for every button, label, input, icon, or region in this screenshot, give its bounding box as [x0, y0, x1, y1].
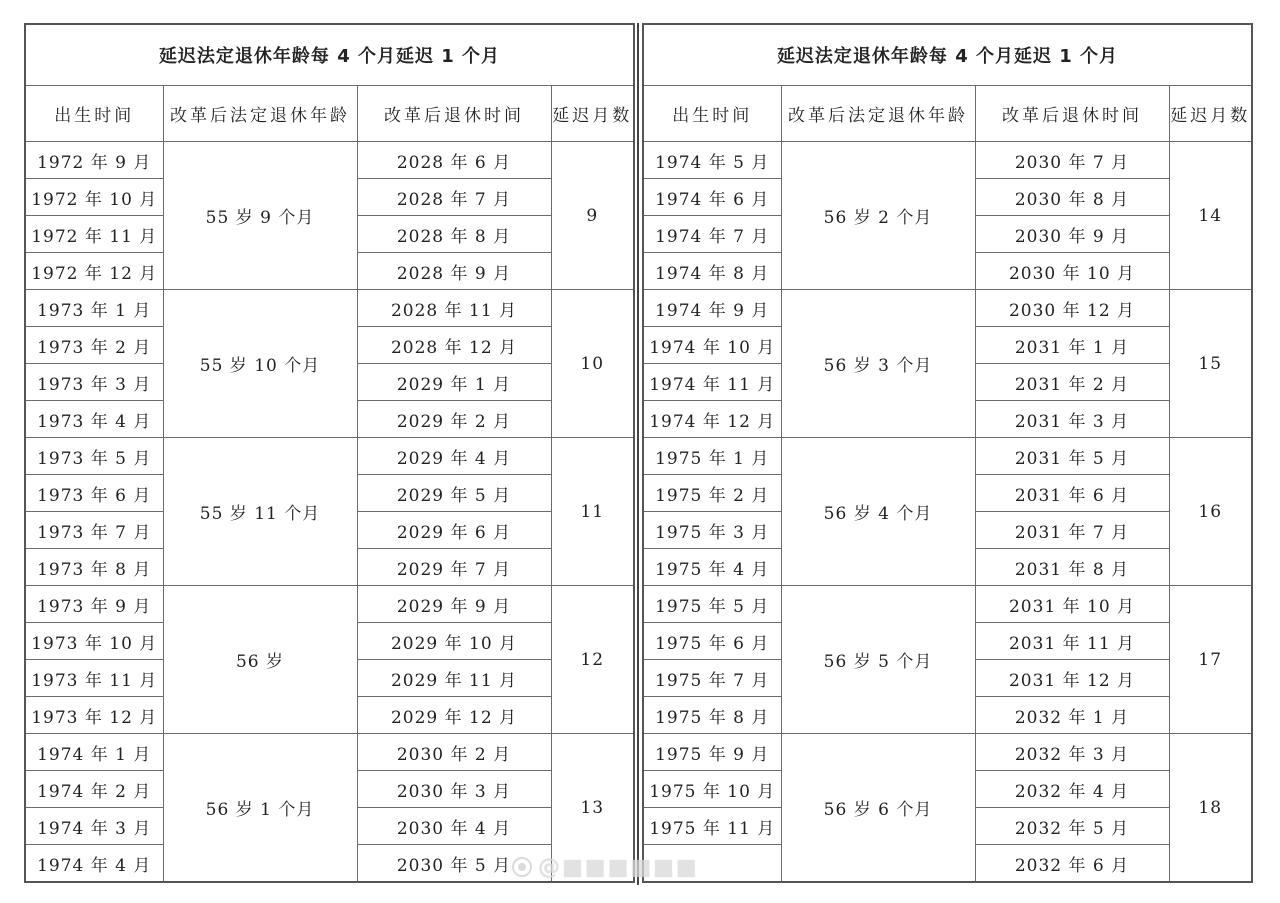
birth-date-cell: 1975 年 7 月: [643, 660, 781, 697]
retire-date-cell: 2028 年 8 月: [357, 216, 551, 253]
retire-date-cell: 2031 年 1 月: [975, 327, 1169, 364]
retire-date-cell: 2029 年 6 月: [357, 512, 551, 549]
birth-date-cell: 1973 年 3 月: [25, 364, 163, 401]
retire-date-cell: 2031 年 11 月: [975, 623, 1169, 660]
table-row: [25, 438, 634, 475]
retire-date-cell: 2030 年 10 月: [975, 253, 1169, 290]
table-header-row: [643, 86, 1252, 142]
birth-date-cell: 1972 年 12 月: [25, 253, 163, 290]
delay-months-cell: 13: [551, 734, 634, 883]
retirement-table-right: [642, 23, 1253, 883]
birth-date-cell: 1973 年 4 月: [25, 401, 163, 438]
delay-months-cell: 12: [551, 586, 634, 734]
birth-date-cell: 1973 年 8 月: [25, 549, 163, 586]
birth-date-cell: 1972 年 10 月: [25, 179, 163, 216]
retire-date-cell: 2032 年 6 月: [975, 845, 1169, 883]
table-divider: [637, 23, 639, 885]
retire-date-cell: 2030 年 3 月: [357, 771, 551, 808]
retire-date-cell: 2031 年 10 月: [975, 586, 1169, 623]
birth-date-cell: 1975 年 2 月: [643, 475, 781, 512]
retirement-table-left: [24, 23, 635, 883]
header-retire-date: 改革后退休时间: [357, 86, 551, 142]
table-row: [25, 734, 634, 771]
birth-date-cell: 1973 年 1 月: [25, 290, 163, 327]
birth-date-cell: 1972 年 9 月: [25, 142, 163, 179]
birth-date-cell: 1973 年 12 月: [25, 697, 163, 734]
delay-months-cell: 18: [1169, 734, 1252, 883]
header-birth-date: 出生时间: [25, 86, 163, 142]
birth-date-cell: 1975 年 9 月: [643, 734, 781, 771]
retire-date-cell: 2030 年 12 月: [975, 290, 1169, 327]
table-header-row: [25, 86, 634, 142]
birth-date-cell: 1974 年 11 月: [643, 364, 781, 401]
birth-date-cell: 1975 年 1 月: [643, 438, 781, 475]
retire-age-cell: 55 岁 10 个月: [163, 290, 357, 438]
retire-date-cell: 2029 年 5 月: [357, 475, 551, 512]
table-row: [643, 290, 1252, 327]
birth-date-cell: 1975 年 6 月: [643, 623, 781, 660]
retire-date-cell: 2031 年 6 月: [975, 475, 1169, 512]
retire-date-cell: 2029 年 10 月: [357, 623, 551, 660]
table-row: [643, 438, 1252, 475]
retire-date-cell: 2030 年 7 月: [975, 142, 1169, 179]
table-row: [25, 586, 634, 623]
retire-date-cell: 2028 年 9 月: [357, 253, 551, 290]
retire-date-cell: 2031 年 3 月: [975, 401, 1169, 438]
birth-date-cell: 1973 年 10 月: [25, 623, 163, 660]
retire-date-cell: 2028 年 7 月: [357, 179, 551, 216]
birth-date-cell: 1974 年 2 月: [25, 771, 163, 808]
delay-months-cell: 17: [1169, 586, 1252, 734]
delay-months-cell: 10: [551, 290, 634, 438]
birth-date-cell: 1974 年 6 月: [643, 179, 781, 216]
birth-date-cell: 1974 年 9 月: [643, 290, 781, 327]
retire-date-cell: 2029 年 11 月: [357, 660, 551, 697]
table-title-row: [643, 24, 1252, 86]
delay-months-cell: 11: [551, 438, 634, 586]
birth-date-cell: 1973 年 5 月: [25, 438, 163, 475]
retire-date-cell: 2030 年 9 月: [975, 216, 1169, 253]
retire-date-cell: 2028 年 12 月: [357, 327, 551, 364]
birth-date-cell: 1974 年 4 月: [25, 845, 163, 883]
header-retire-date: 改革后退休时间: [975, 86, 1169, 142]
retire-date-cell: 2032 年 1 月: [975, 697, 1169, 734]
retire-date-cell: 2029 年 9 月: [357, 586, 551, 623]
table-row: [643, 734, 1252, 771]
retire-age-cell: 55 岁 11 个月: [163, 438, 357, 586]
retire-age-cell: 56 岁 4 个月: [781, 438, 975, 586]
delay-months-cell: 14: [1169, 142, 1252, 290]
birth-date-cell: 1973 年 7 月: [25, 512, 163, 549]
table-row: [643, 142, 1252, 179]
retire-age-cell: 56 岁 2 个月: [781, 142, 975, 290]
retire-date-cell: 2030 年 4 月: [357, 808, 551, 845]
birth-date-cell: [643, 845, 781, 883]
retire-date-cell: 2029 年 1 月: [357, 364, 551, 401]
retire-date-cell: 2028 年 11 月: [357, 290, 551, 327]
birth-date-cell: 1972 年 11 月: [25, 216, 163, 253]
retire-age-cell: 55 岁 9 个月: [163, 142, 357, 290]
retire-date-cell: 2030 年 8 月: [975, 179, 1169, 216]
retire-date-cell: 2031 年 2 月: [975, 364, 1169, 401]
birth-date-cell: 1974 年 5 月: [643, 142, 781, 179]
retire-date-cell: 2029 年 2 月: [357, 401, 551, 438]
retire-age-cell: 56 岁 3 个月: [781, 290, 975, 438]
retire-date-cell: 2032 年 4 月: [975, 771, 1169, 808]
birth-date-cell: 1975 年 3 月: [643, 512, 781, 549]
retire-date-cell: 2031 年 7 月: [975, 512, 1169, 549]
header-delay-months: 延迟月数: [551, 86, 634, 142]
retire-date-cell: 2031 年 8 月: [975, 549, 1169, 586]
birth-date-cell: 1975 年 11 月: [643, 808, 781, 845]
table-title: 延迟法定退休年龄每 4 个月延迟 1 个月: [643, 24, 1252, 86]
delay-months-cell: 16: [1169, 438, 1252, 586]
retire-age-cell: 56 岁 5 个月: [781, 586, 975, 734]
birth-date-cell: 1974 年 1 月: [25, 734, 163, 771]
birth-date-cell: 1975 年 4 月: [643, 549, 781, 586]
header-retire-age: 改革后法定退休年龄: [163, 86, 357, 142]
retire-date-cell: 2032 年 5 月: [975, 808, 1169, 845]
retire-date-cell: 2029 年 4 月: [357, 438, 551, 475]
birth-date-cell: 1975 年 5 月: [643, 586, 781, 623]
delay-months-cell: 9: [551, 142, 634, 290]
table-row: [25, 290, 634, 327]
birth-date-cell: 1973 年 9 月: [25, 586, 163, 623]
table-row: [25, 142, 634, 179]
birth-date-cell: 1974 年 12 月: [643, 401, 781, 438]
watermark-text: @■■■■■■: [538, 854, 699, 880]
header-delay-months: 延迟月数: [1169, 86, 1252, 142]
birth-date-cell: 1975 年 8 月: [643, 697, 781, 734]
birth-date-cell: 1974 年 8 月: [643, 253, 781, 290]
retire-age-cell: 56 岁: [163, 586, 357, 734]
table-row: [643, 586, 1252, 623]
delay-months-cell: 15: [1169, 290, 1252, 438]
retire-date-cell: 2031 年 12 月: [975, 660, 1169, 697]
birth-date-cell: 1974 年 7 月: [643, 216, 781, 253]
birth-date-cell: 1974 年 3 月: [25, 808, 163, 845]
header-birth-date: 出生时间: [643, 86, 781, 142]
header-retire-age: 改革后法定退休年龄: [781, 86, 975, 142]
retire-date-cell: 2028 年 6 月: [357, 142, 551, 179]
retire-date-cell: 2032 年 3 月: [975, 734, 1169, 771]
birth-date-cell: 1974 年 10 月: [643, 327, 781, 364]
birth-date-cell: 1973 年 6 月: [25, 475, 163, 512]
birth-date-cell: 1975 年 10 月: [643, 771, 781, 808]
retire-age-cell: 56 岁 1 个月: [163, 734, 357, 883]
retire-date-cell: 2031 年 5 月: [975, 438, 1169, 475]
retire-date-cell: 2029 年 12 月: [357, 697, 551, 734]
table-title: 延迟法定退休年龄每 4 个月延迟 1 个月: [25, 24, 634, 86]
retire-date-cell: 2030 年 2 月: [357, 734, 551, 771]
retire-date-cell: 2029 年 7 月: [357, 549, 551, 586]
birth-date-cell: 1973 年 11 月: [25, 660, 163, 697]
retire-date-cell: 2030 年 5 月: [357, 845, 551, 883]
table-title-row: [25, 24, 634, 86]
retire-age-cell: 56 岁 6 个月: [781, 734, 975, 883]
birth-date-cell: 1973 年 2 月: [25, 327, 163, 364]
